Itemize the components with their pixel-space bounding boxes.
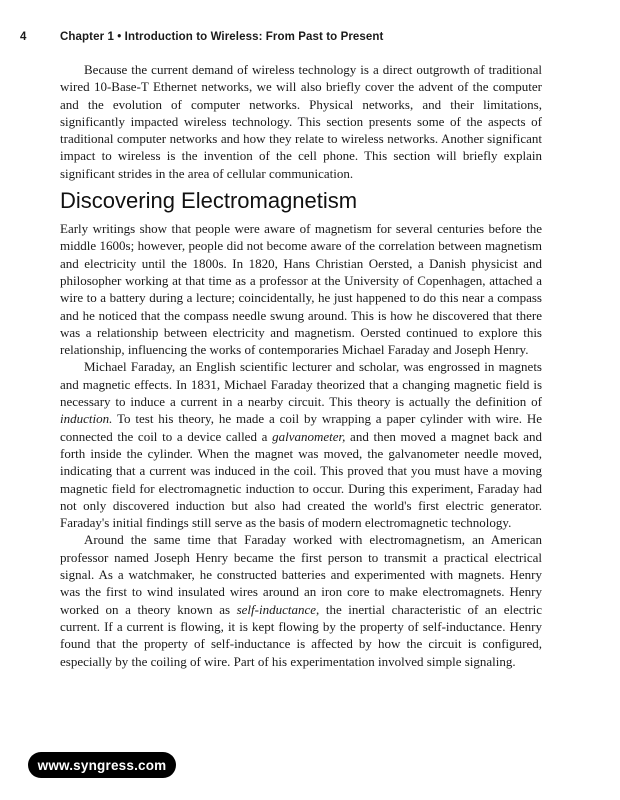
term-induction: induction.: [60, 411, 113, 427]
page-body: [60, 61, 542, 670]
term-self-inductance: self-inductance: [236, 601, 317, 617]
page-number: 4: [20, 31, 27, 43]
section-heading: Discovering Electromagnetism: [60, 188, 358, 214]
text-run: and then moved a magnet back and forth inside the cylinder. When the magnet was moved, the galvanometer needle moved, indicating that a current was induced in the coil. This proved that you must have a moving magnetic field for electromagnetic induction to occur. During this experiment, Faraday had not only discovered induction but also had created the world's first electric generator. Faraday's initial findings still serve as the basis of modern electromagnetic technology.: [60, 428, 542, 531]
chapter-title: Chapter 1 • Introduction to Wireless: From Past to Present: [60, 31, 384, 43]
text-run: To test his theory, he made a coil by wrapping a paper cylinder with wire. He connected the coil to a device called a: [60, 411, 542, 444]
paragraph-henry: [60, 531, 542, 669]
text-run: Michael Faraday, an English scientific lecturer and scholar, was engrossed in magnets and magnetic effects. In 1831, Michael Faraday theorized that a changing magnetic field is necessary to induce a current in a nearby circuit. This theory is actually the definition of: [60, 359, 542, 410]
paragraph-faraday: [60, 358, 542, 531]
term-galvanometer: galvanometer,: [272, 428, 346, 444]
text-run: , the inertial characteristic of an electric current. If a current is flowing, it is kept flowing by the property of self-inductance. Henry found that the property of self-inductance is affected by how the circuit is configured, especially by the coiling of wire. Part of his experimentation involved simple signaling.: [60, 601, 542, 669]
footer-url[interactable]: www.syngress.com: [37, 757, 167, 773]
intro-paragraph: Because the current demand of wireless technology is a direct outgrowth of traditional wired 10-Base-T Ethernet networks, we will also briefly cover the advent of the computer and the evolution of computer networks. Physical networks, and their limitations, significantly impacted wireless technology. This section presents some of the aspects of traditional computer networks and how they relate to wireless networks. Another significant impact to wireless is the invention of the cell phone. This section will briefly explain significant strides in the area of cellular communication.: [60, 62, 542, 181]
paragraph-oersted: Early writings show that people were aware of magnetism for several centuries before the middle 1600s; however, people did not become aware of the correlation between magnetism and electricity until the 1800s. In 1820, Hans Christian Oersted, a Danish physicist and philosopher working at that time as a professor at the University of Copenhagen, attached a wire to a battery during a lecture; coincidentally, he just happened to do this near a compass and he noticed that the compass needle swung around. This is how he discovered that there was a relationship between electricity and magnetism. Oersted continued to explore this relationship, influencing the works of contemporaries Michael Faraday and Joseph Henry.: [60, 221, 542, 358]
text-run: Around the same time that Faraday worked with electromagnetism, an American professor named Joseph Henry became the first person to transmit a practical electrical signal. As a watchmaker, he constructed batteries and experimented with magnets. Henry was the first to wind insulated wires around an iron core to make electromagnets. Henry worked on a theory known as: [60, 532, 542, 617]
running-head: [20, 31, 580, 49]
footer-url-badge[interactable]: [28, 752, 176, 778]
